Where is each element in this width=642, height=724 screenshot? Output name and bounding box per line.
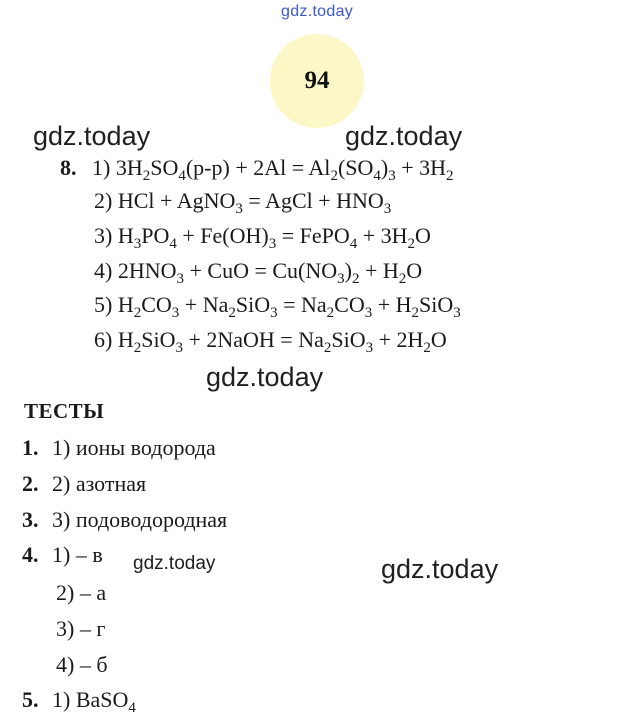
test-item-3 [22, 509, 227, 531]
equation-6: 6) $H_2SiO_3$ + 2NaOH = $Na_2SiO_3 + 2H_2O$ [94, 327, 447, 356]
test-number: 5. [22, 687, 39, 712]
test-number: 3. [22, 507, 39, 532]
test-answer: 1) ионы водорода [52, 435, 216, 460]
equation-2: 2) HCl + AgNO$_3$ = AgCl + $HNO_3$ [94, 188, 392, 217]
watermark-middle: gdz.today [206, 362, 324, 392]
equation-1: 1) $3H_2SO_4(р-р) + 2Al = Al_2(SO_4)_3 + 3H_2$ [92, 155, 454, 184]
equation-3: 3) $H_3PO_4 + Fe(OH)_3$ = FePO$_4$ + $3H_2O$ [94, 223, 431, 252]
page-number: 94 [304, 67, 330, 94]
task8-line-1 [60, 155, 454, 184]
test-item-4b [56, 582, 106, 604]
watermark-right: gdz.today [345, 121, 463, 151]
page-number-badge [270, 34, 364, 128]
test-item-5 [22, 687, 136, 716]
test-answer: 1) BaSO$_4$ [52, 687, 136, 716]
test-answer: 3) подоводородная [52, 507, 228, 532]
test-number: 4. [22, 542, 39, 567]
watermark-top: gdz.today [281, 3, 354, 20]
watermark-inline: gdz.today [133, 553, 216, 574]
task8-number: 8. [60, 155, 77, 180]
watermark-left: gdz.today [33, 121, 151, 151]
test-answer: 2) – а [56, 580, 107, 605]
test-item-4d [56, 654, 108, 676]
equation-5: 5) $H_2CO_3 + Na_2SiO_3 = Na_2CO_3 + H_2SiO_3$ [94, 292, 461, 321]
equation-4: 4) $2HNO_3$ + CuO = $Cu(NO_3)_2 + H_2O$ [94, 258, 423, 287]
test-answer: 1) – в [52, 542, 103, 567]
watermark-bottom-right: gdz.today [381, 554, 499, 584]
test-number: 2. [22, 471, 39, 496]
tests-heading: ТЕСТЫ [24, 399, 105, 423]
test-item-1 [22, 437, 216, 459]
test-answer: 3) – г [56, 616, 106, 641]
test-answer: 2) азотная [52, 471, 147, 496]
test-item-4c [56, 618, 105, 640]
test-number: 1. [22, 435, 39, 460]
test-answer: 4) – б [56, 652, 108, 677]
test-item-4 [22, 544, 103, 566]
test-item-2 [22, 473, 146, 495]
